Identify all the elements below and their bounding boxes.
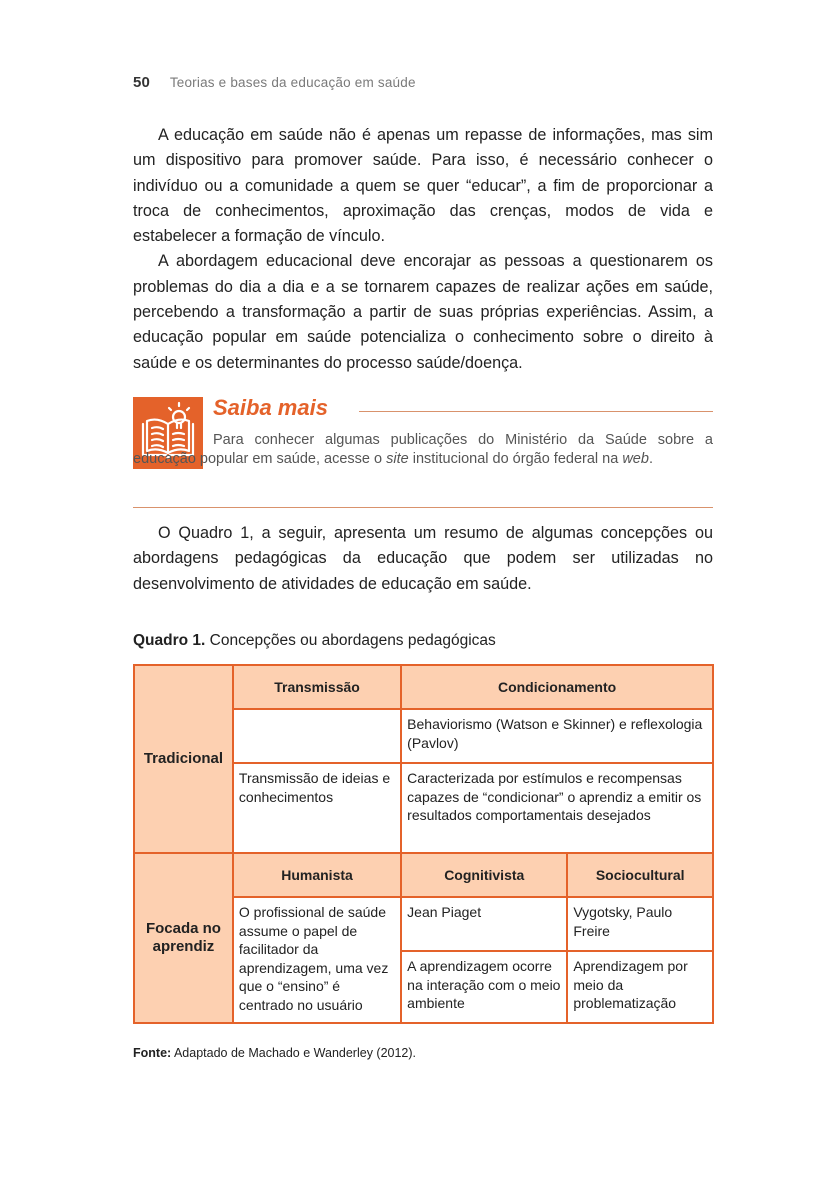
- saiba-mais-title: Saiba mais: [213, 395, 328, 420]
- divider: [359, 411, 713, 412]
- running-title: Teorias e bases da educação em saúde: [169, 75, 416, 90]
- column-header: Sociocultural: [567, 853, 713, 897]
- table-cell: Jean Piaget: [401, 897, 567, 951]
- table-caption: [133, 632, 496, 650]
- column-header: Humanista: [233, 853, 401, 897]
- quadro-table: [133, 664, 714, 1024]
- caption-label: Quadro 1.: [133, 632, 206, 649]
- paragraph: A educação em saúde não é apenas um repasse de informações, mas sim um dispositivo para promover saúde. Para isso, é necessário conhecer o indivíduo ou a comunidade a quem se quer “educar”, a fim de proporcionar a troca de conhecimentos, aproximação das crenças, modos de vida e estabelecer a formação de vínculo.: [133, 126, 713, 246]
- table-cell: Transmissão de ideias e conhecimentos: [233, 763, 401, 853]
- running-header: [133, 74, 416, 91]
- table-cell: Caracterizada por estímulos e recompensas capazes de “condicionar” o aprendiz a emitir os resultados comportamentais desejados: [401, 763, 713, 853]
- page-number: 50: [133, 74, 151, 91]
- row-header-tradicional: Tradicional: [134, 665, 233, 853]
- saiba-mais-text: Para conhecer algumas publicações do Ministério da Saúde sobre a educação popular em saúde, acesse o site institucional do órgão federal na web.: [133, 432, 713, 467]
- paragraph: O Quadro 1, a seguir, apresenta um resumo de algumas concepções ou abordagens pedagógicas da educação que podem ser utilizadas no desenvolvimento de atividades de educação em saúde.: [133, 524, 713, 593]
- row-header-focada: Focada no aprendiz: [134, 853, 233, 1023]
- table-row: [134, 853, 713, 897]
- paragraph: A abordagem educacional deve encorajar as pessoas a questionarem os problemas do dia a dia e a se tornarem capazes de realizar ações em saúde, percebendo a transformação a partir de suas próprias experiências. Assim, a educação popular em saúde potencializa o conhecimento sobre o direito à saúde e os determinantes do processo saúde/doença.: [133, 252, 713, 372]
- body-paragraphs-intro: [133, 123, 713, 376]
- table-cell: [233, 709, 401, 763]
- source-text: Adaptado de Machado e Wanderley (2012).: [171, 1046, 417, 1060]
- table-source: [133, 1046, 416, 1060]
- table-cell: Vygotsky, Paulo Freire: [567, 897, 713, 951]
- caption-text: Concepções ou abordagens pedagógicas: [205, 632, 496, 649]
- column-header: Transmissão: [233, 665, 401, 709]
- table-cell: O profissional de saúde assume o papel de facilitador da aprendizagem, uma vez que o “ensino” é centrado no usuário: [233, 897, 401, 1023]
- divider: [133, 507, 713, 508]
- column-header: Cognitivista: [401, 853, 567, 897]
- source-label: Fonte:: [133, 1046, 172, 1060]
- table-cell: Behaviorismo (Watson e Skinner) e reflexologia (Pavlov): [401, 709, 713, 763]
- column-header: Condicionamento: [401, 665, 713, 709]
- table-cell: Aprendizagem por meio da problematização: [567, 951, 713, 1023]
- table-cell: A aprendizagem ocorre na interação com o meio ambiente: [401, 951, 567, 1023]
- table-row: [134, 665, 713, 709]
- body-paragraphs-quadro-intro: [133, 521, 713, 597]
